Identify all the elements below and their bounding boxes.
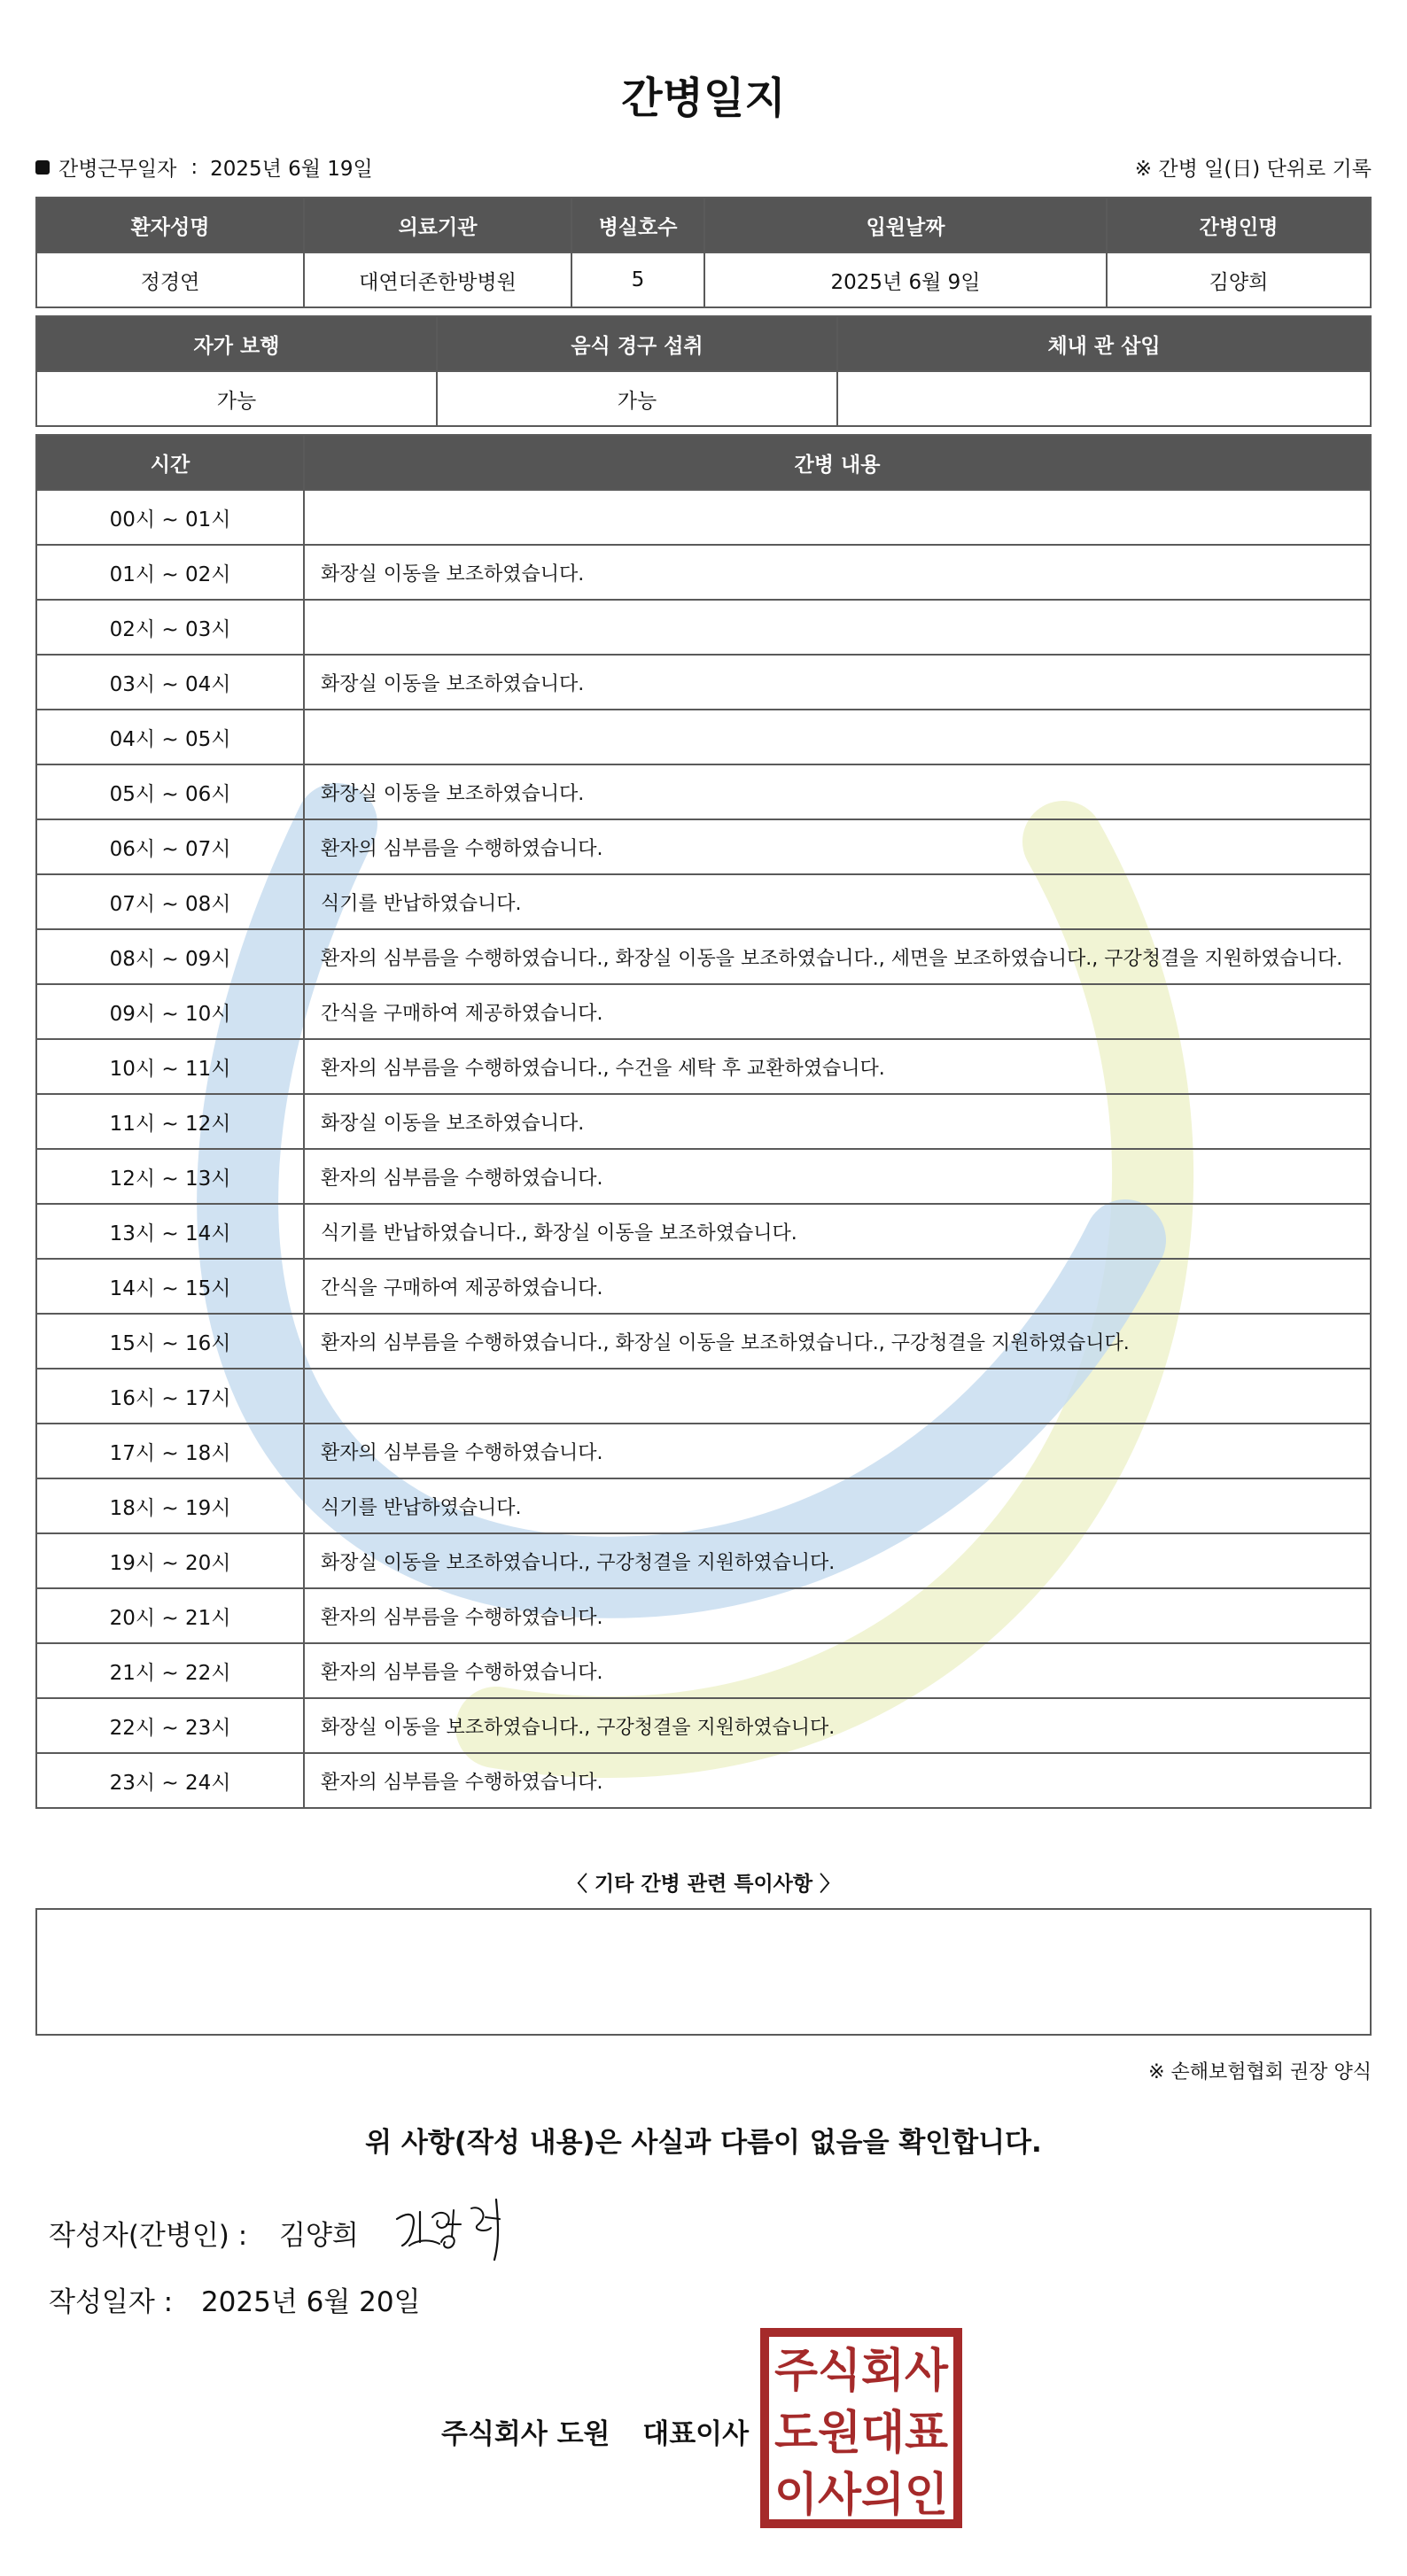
care-content-cell [304,1369,1371,1424]
self-walking-value: 가능 [36,371,437,426]
care-content-cell: 식기를 반납하였습니다., 화장실 이동을 보조하였습니다. [304,1204,1371,1259]
header-time: 시간 [36,435,304,490]
written-date-row [49,2279,421,2319]
care-log-row [36,1478,1371,1533]
care-log-row [36,1314,1371,1369]
care-log-row [36,710,1371,764]
care-time-cell: 03시 ~ 04시 [36,655,304,710]
care-log-row [36,1149,1371,1204]
caregiver-name: 김양희 [1107,252,1371,307]
care-content-cell: 화장실 이동을 보조하였습니다., 구강청결을 지원하였습니다. [304,1533,1371,1588]
company-seal-stamp [760,2328,962,2528]
bullet-square-icon [35,160,50,175]
room-number: 5 [571,252,704,307]
care-time-cell: 15시 ~ 16시 [36,1314,304,1369]
care-log-row [36,1698,1371,1753]
author-label: 작성자(간병인) : [49,2220,248,2252]
care-time-cell: 19시 ~ 20시 [36,1533,304,1588]
patient-status-table [35,315,1372,427]
care-log-row [36,929,1371,984]
care-time-cell: 22시 ~ 23시 [36,1698,304,1753]
header-admission-date: 입원날짜 [704,198,1107,252]
record-unit-note: ※ 간병 일(日) 단위로 기록 [1134,158,1372,181]
care-time-cell: 05시 ~ 06시 [36,764,304,819]
written-date-value: 2025년 6월 20일 [200,2286,421,2318]
written-date-label: 작성일자 : [49,2286,174,2318]
care-content-cell: 식기를 반납하였습니다. [304,874,1371,929]
care-time-cell: 16시 ~ 17시 [36,1369,304,1424]
seal-line-1: 주식회사 [774,2345,949,2398]
page-title: 간병일지 [621,74,786,123]
care-time-cell: 06시 ~ 07시 [36,819,304,874]
confirmation-statement: 위 사항(작성 내용)은 사실과 다름이 없음을 확인합니다. [365,2127,1042,2159]
care-content-cell: 환자의 심부름을 수행하였습니다. [304,1424,1371,1478]
care-content-cell: 화장실 이동을 보조하였습니다. [304,1094,1371,1149]
care-content-cell [304,490,1371,545]
care-log-row [36,655,1371,710]
care-content-cell [304,600,1371,655]
care-log-row [36,1643,1371,1698]
care-content-cell: 환자의 심부름을 수행하였습니다., 화장실 이동을 보조하였습니다., 세면을 보조하였습니다., 구강청결을 지원하였습니다. [304,929,1371,984]
notes-box [35,1908,1372,2036]
header-tube-insertion: 체내 관 삽입 [837,316,1371,371]
care-content-cell: 화장실 이동을 보조하였습니다. [304,545,1371,600]
header-hospital: 의료기관 [304,198,571,252]
work-date-row [35,152,373,182]
care-content-cell: 환자의 심부름을 수행하였습니다. [304,1643,1371,1698]
care-log-row [36,1369,1371,1424]
seal-line-3: 이사의인 [774,2469,948,2522]
care-time-cell: 12시 ~ 13시 [36,1149,304,1204]
care-content-cell: 식기를 반납하였습니다. [304,1478,1371,1533]
patient-info-table [35,197,1372,308]
care-time-cell: 13시 ~ 14시 [36,1204,304,1259]
company-name: 주식회사 도원 [441,2418,610,2450]
patient-name: 정경연 [36,252,304,307]
header-room-number: 병실호수 [571,198,704,252]
care-log-row [36,1259,1371,1314]
care-content-cell: 간식을 구매하여 제공하였습니다. [304,1259,1371,1314]
care-time-cell: 18시 ~ 19시 [36,1478,304,1533]
care-log-row [36,1588,1371,1643]
care-log-row [36,1533,1371,1588]
care-time-cell: 20시 ~ 21시 [36,1588,304,1643]
care-content-cell: 간식을 구매하여 제공하였습니다. [304,984,1371,1039]
care-log-row [36,1039,1371,1094]
care-log-row [36,1094,1371,1149]
seal-line-2: 도원대표 [774,2407,948,2460]
care-log-row [36,490,1371,545]
care-time-cell: 04시 ~ 05시 [36,710,304,764]
work-date-separator: : [190,155,198,179]
care-time-cell: 08시 ~ 09시 [36,929,304,984]
care-log-row [36,545,1371,600]
work-date-value: 2025년 6월 19일 [210,158,373,181]
care-log-row [36,764,1371,819]
handwritten-signature [390,2192,532,2263]
care-log-row [36,874,1371,929]
care-log-table [35,434,1372,1809]
care-content-cell: 환자의 심부름을 수행하였습니다., 화장실 이동을 보조하였습니다., 구강청결을 지원하였습니다. [304,1314,1371,1369]
care-content-cell: 화장실 이동을 보조하였습니다. [304,764,1371,819]
care-time-cell: 10시 ~ 11시 [36,1039,304,1094]
care-content-cell [304,710,1371,764]
oral-intake-value: 가능 [437,371,837,426]
care-time-cell: 11시 ~ 12시 [36,1094,304,1149]
care-content-cell: 화장실 이동을 보조하였습니다. [304,655,1371,710]
care-log-body [36,490,1371,1808]
care-log-row [36,819,1371,874]
recommendation-note: ※ 손해보험협회 권장 양식 [1148,2061,1372,2083]
care-time-cell: 00시 ~ 01시 [36,490,304,545]
company-title: 대표이사 [642,2418,750,2450]
header-patient-name: 환자성명 [36,198,304,252]
care-content-cell: 환자의 심부름을 수행하였습니다. [304,1753,1371,1808]
work-date-label: 간병근무일자 [58,158,177,181]
care-content-cell: 환자의 심부름을 수행하였습니다. [304,1588,1371,1643]
care-content-cell: 환자의 심부름을 수행하였습니다. [304,819,1371,874]
care-time-cell: 07시 ~ 08시 [36,874,304,929]
header-oral-intake: 음식 경구 섭취 [437,316,837,371]
care-log-row [36,1753,1371,1808]
hospital-name: 대연더존한방병원 [304,252,571,307]
care-content-cell: 화장실 이동을 보조하였습니다., 구강청결을 지원하였습니다. [304,1698,1371,1753]
care-time-cell: 01시 ~ 02시 [36,545,304,600]
header-self-walking: 자가 보행 [36,316,437,371]
admission-date: 2025년 6월 9일 [704,252,1107,307]
care-log-row [36,600,1371,655]
care-time-cell: 09시 ~ 10시 [36,984,304,1039]
care-log-row [36,1424,1371,1478]
tube-insertion-value [837,371,1371,426]
care-time-cell: 17시 ~ 18시 [36,1424,304,1478]
company-signature-line [441,2411,749,2451]
author-row [49,2213,359,2253]
care-content-cell: 환자의 심부름을 수행하였습니다., 수건을 세탁 후 교환하였습니다. [304,1039,1371,1094]
header-care-content: 간병 내용 [304,435,1371,490]
care-content-cell: 환자의 심부름을 수행하였습니다. [304,1149,1371,1204]
notes-title: 〈 기타 간병 관련 특이사항 〉 [566,1873,841,1896]
care-time-cell: 23시 ~ 24시 [36,1753,304,1808]
care-time-cell: 21시 ~ 22시 [36,1643,304,1698]
care-time-cell: 14시 ~ 15시 [36,1259,304,1314]
care-log-row [36,1204,1371,1259]
header-caregiver-name: 간병인명 [1107,198,1371,252]
care-log-row [36,984,1371,1039]
author-name: 김양희 [279,2220,359,2252]
care-time-cell: 02시 ~ 03시 [36,600,304,655]
